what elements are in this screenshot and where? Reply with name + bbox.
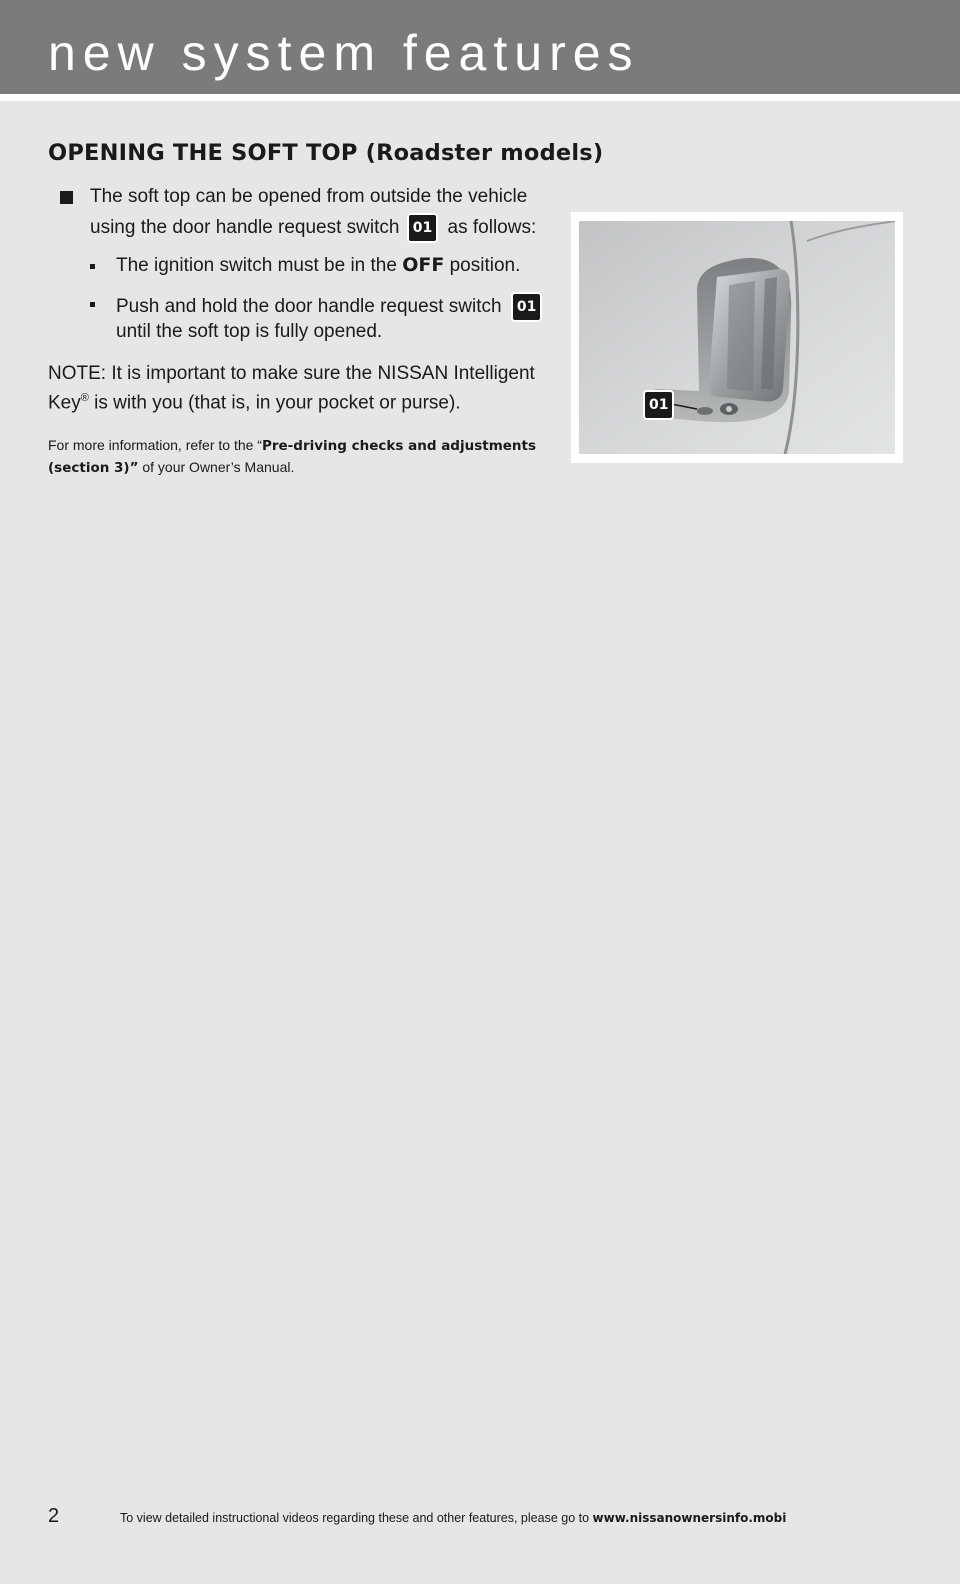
intro-line-1: The soft top can be opened from outside the vehicle — [90, 186, 528, 207]
bullet-ignition-end: position. — [449, 255, 521, 276]
reference-text: For more information, refer to the “ — [48, 437, 262, 453]
intro-line-2-end: as follows: — [447, 217, 537, 239]
callout-badge: 01 — [409, 215, 436, 241]
footer-note-text: To view detailed instructional videos regarding these and other features, please go to — [120, 1511, 593, 1525]
section-heading: OPENING THE SOFT TOP (Roadster models) — [48, 140, 604, 166]
page-number: 2 — [48, 1505, 60, 1527]
page-header-title: new system features — [48, 25, 640, 81]
footer-url-link[interactable]: www.nissanownersinfo.mobi — [592, 1511, 787, 1525]
callout-badge: 01 — [513, 294, 540, 320]
door-handle-photo — [571, 212, 903, 463]
reference-line-1 — [48, 438, 536, 454]
dot-bullet-icon — [90, 302, 95, 307]
note-line-2-text: is with you (that is, in your pocket or purse). — [88, 392, 461, 414]
bullet-push-hold — [116, 294, 540, 320]
registered-mark: ® — [80, 392, 89, 404]
intro-line-2 — [90, 215, 536, 241]
bullet-push-hold-text: Push and hold the door handle request switch — [116, 296, 502, 318]
note-line-1: NOTE: It is important to make sure the NISSAN Intelligent — [48, 363, 535, 384]
square-bullet-icon — [60, 191, 73, 204]
bullet-push-hold-line-2: until the soft top is fully opened. — [116, 321, 383, 342]
door-handle-image — [579, 221, 895, 454]
note-line-2 — [48, 393, 461, 412]
dot-bullet-icon — [90, 264, 95, 269]
bullet-ignition — [116, 256, 520, 275]
header-divider — [0, 94, 960, 101]
reference-line-2 — [48, 460, 294, 476]
footer-note — [120, 1511, 786, 1525]
intro-line-2-text: using the door handle request switch — [90, 217, 400, 239]
note-key: Key — [48, 392, 81, 414]
photo-callout-badge: 01 — [645, 392, 672, 418]
reference-end: of your Owner’s Manual. — [138, 459, 295, 475]
reference-section-name: Pre-driving checks and adjustments — [261, 438, 537, 454]
reference-section-number: (section 3)” — [48, 460, 139, 476]
bullet-ignition-text: The ignition switch must be in the — [116, 255, 397, 276]
off-label: OFF — [402, 254, 445, 276]
